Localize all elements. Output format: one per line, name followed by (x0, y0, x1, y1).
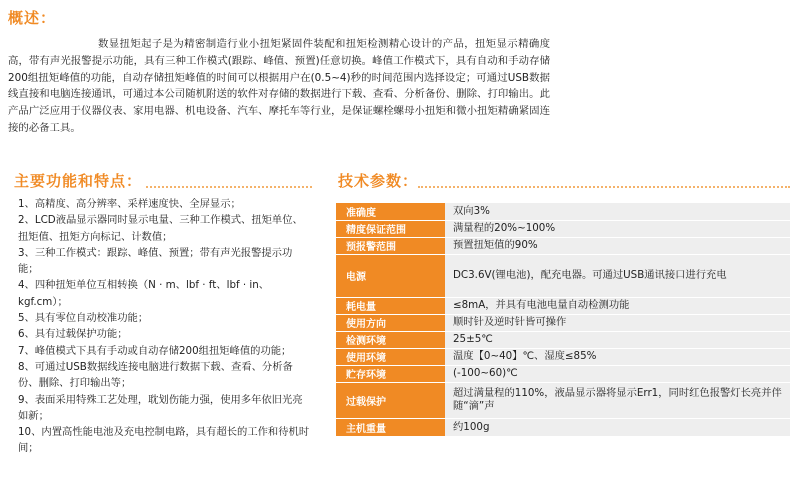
table-row (336, 203, 790, 220)
table-row (336, 348, 790, 365)
feature-item: 4、四种扭矩单位互相转换（N · m、lbf · ft、lbf · in、kgf.cm）； (18, 279, 270, 308)
specs-title: 技术参数： (338, 172, 419, 190)
specs-title-divider (418, 186, 790, 188)
spec-label: 贮存环境 (336, 365, 445, 382)
spec-label: 检测环境 (336, 331, 445, 348)
table-row (336, 314, 790, 331)
spec-label: 过载保护 (336, 382, 445, 418)
feature-item: 2、LCD液晶显示器同时显示电量、三种工作模式、扭矩单位、扭矩值、扭矩方向标记、计数值； (18, 214, 303, 243)
spec-label: 预报警范围 (336, 237, 445, 254)
spec-value: 双向3% (445, 203, 790, 220)
features-list (18, 196, 310, 457)
overview-title: 概述： (8, 9, 57, 27)
spec-label: 主机重量 (336, 418, 445, 436)
feature-item: 5、具有零位自动校准功能； (18, 312, 149, 325)
specs-table (336, 203, 790, 437)
spec-label: 耗电量 (336, 297, 445, 314)
feature-item: 6、具有过载保护功能； (18, 328, 128, 341)
spec-value: (-100~60)℃ (445, 365, 790, 382)
table-row (336, 220, 790, 237)
spec-value: 预置扭矩值的90% (445, 237, 790, 254)
spec-value: DC3.6V(锂电池)，配充电器。可通过USB通讯接口进行充电 (445, 254, 790, 297)
table-row (336, 365, 790, 382)
table-row (336, 382, 790, 418)
table-row (336, 237, 790, 254)
spec-label: 准确度 (336, 203, 445, 220)
table-row (336, 254, 790, 297)
feature-item: 7、峰值模式下具有手动或自动存储200组扭矩峰值的功能； (18, 344, 292, 357)
spec-value: 25±5℃ (445, 331, 790, 348)
spec-label: 电源 (336, 254, 445, 297)
spec-value: 满量程的20%~100% (445, 220, 790, 237)
spec-value: ≤8mA，并具有电池电量自动检测功能 (445, 297, 790, 314)
spec-value: 约100g (445, 418, 790, 436)
table-row (336, 418, 790, 436)
feature-item: 3、三种工作模式：跟踪、峰值、预置；带有声光报警提示功能； (18, 246, 293, 276)
spec-value: 顺时针及逆时针皆可操作 (445, 314, 790, 331)
spec-label: 使用方向 (336, 314, 445, 331)
spec-label: 使用环境 (336, 348, 445, 365)
feature-item: 10、内置高性能电池及充电控制电路，具有超长的工作和待机时间； (18, 426, 310, 455)
table-row (336, 331, 790, 348)
spec-value: 温度【0~40】℃、湿度≤85% (445, 348, 790, 365)
features-title: 主要功能和特点： (14, 172, 143, 190)
spec-value: 超过满量程的110%，液晶显示器将显示Err1，同时红色报警灯长亮并伴随“滴”声 (445, 382, 790, 418)
feature-item: 8、可通过USB数据线连接电脑进行数据下载、查看、分析备份、删除、打印输出等； (18, 360, 293, 390)
overview-text: 数显扭矩起子是为精密制造行业小扭矩紧固件装配和扭矩检测精心设计的产品，扭矩显示精确度高，带有声光报警提示功能，具有三种工作模式(跟踪、峰值、预置)任意切换。峰值工作模式下，具有自动和手动存储200组扭矩峰值的功能，自动存储扭矩峰值的时间可以根据用户在(0.5~4)秒的时间范围内选择设定；可通过USB数据线直接和电脑连接通讯，可通过本公司随机附送的软件对存储的数据进行下载、查看、分析备份、删除、打印输出。此产品广泛应用于仪器仪表、家用电器、机电设备、汽车、摩托车等行业，是保证螺栓螺母小扭矩和微小扭矩精确紧固连接的必备工具。 (8, 38, 550, 134)
table-row (336, 297, 790, 314)
feature-item: 1、高精度、高分辨率、采样速度快、全屏显示； (18, 198, 241, 210)
features-title-divider (146, 186, 312, 188)
spec-label: 精度保证范围 (336, 220, 445, 237)
feature-item: 9、表面采用特殊工艺处理，耽划伤能力强，使用多年依旧光亮如新； (18, 393, 303, 422)
